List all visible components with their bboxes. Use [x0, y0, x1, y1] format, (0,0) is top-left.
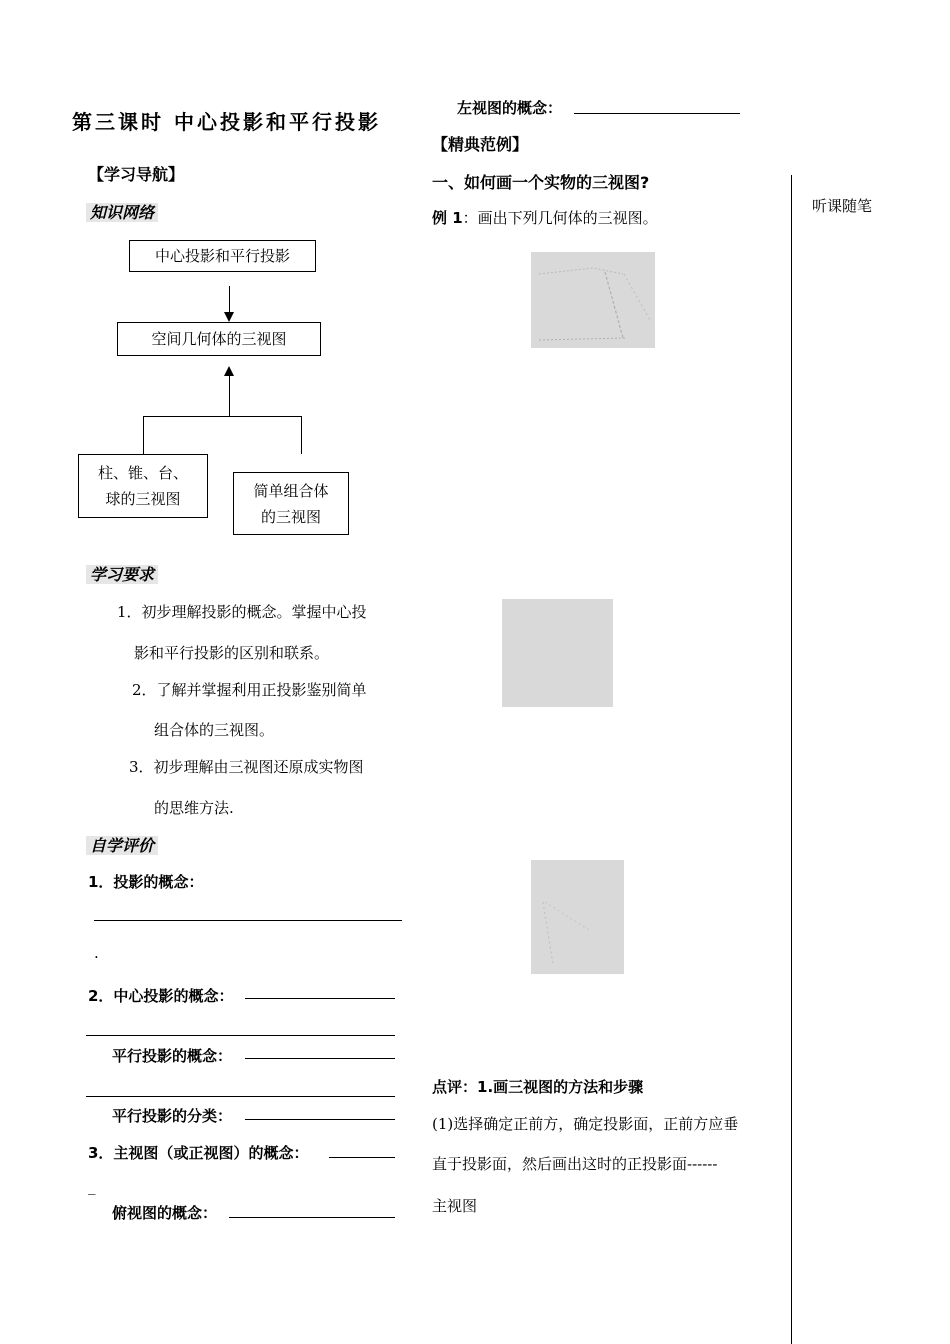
diagram-connector-left — [143, 416, 144, 454]
requirement-3-line-1: 3．初步理解由三视图还原成实物图 — [129, 758, 364, 776]
margin-divider — [791, 175, 792, 1344]
parallel-projection-classification-line[interactable] — [245, 1119, 395, 1120]
topic-1-heading: 一、如何画一个实物的三视图? — [432, 173, 650, 192]
arrow-down-icon — [224, 312, 234, 322]
diagram-box-three-views: 空间几何体的三视图 — [117, 322, 321, 356]
question-3-answer-line[interactable] — [329, 1157, 395, 1158]
parallel-projection-concept-line-b[interactable] — [86, 1096, 395, 1097]
question-2-label: 2．中心投影的概念： — [88, 987, 234, 1005]
diagram-arrow-up-line — [229, 374, 230, 416]
example-figure-2 — [502, 599, 613, 707]
example-1: 例 1：画出下列几何体的三视图。 — [432, 209, 658, 227]
requirement-2-line-2: 组合体的三视图。 — [154, 721, 275, 739]
question-1-label: 1．投影的概念： — [88, 873, 204, 891]
requirement-2-line-1: 2．了解并掌握利用正投影鉴别简单 — [132, 681, 367, 699]
requirement-1-line-2: 影和平行投影的区别和联系。 — [134, 644, 330, 662]
learning-requirements-heading: 学习要求 — [86, 562, 158, 585]
diagram-box-basic-solids: 柱、锥、台、 球的三视图 — [78, 454, 208, 518]
examples-heading: 【精典范例】 — [432, 135, 529, 154]
parallel-projection-classification-label: 平行投影的分类： — [112, 1107, 233, 1125]
question-3-label: 3．主视图（或正视图）的概念： — [88, 1144, 309, 1162]
comment-heading: 点评：1.画三视图的方法和步骤 — [432, 1078, 644, 1096]
side-view-concept-line[interactable] — [574, 113, 740, 114]
requirement-3-line-2: 的思维方法. — [154, 799, 234, 817]
knowledge-network-heading: 知识网络 — [86, 200, 158, 223]
top-view-concept-label: 俯视图的概念： — [112, 1204, 218, 1222]
example-figure-3 — [531, 860, 624, 974]
step-1-line-3: 主视图 — [432, 1197, 478, 1215]
diagram-box-composite-solids: 简单组合体 的三视图 — [233, 472, 349, 535]
lecture-notes-label: 听课随笔 — [812, 197, 873, 215]
top-view-concept-line[interactable] — [229, 1217, 395, 1218]
diagram-box-projection: 中心投影和平行投影 — [129, 240, 316, 272]
question-2-answer-line-a[interactable] — [245, 998, 395, 999]
question-3-dash: _ — [88, 1177, 96, 1195]
step-1-line-1: (1)选择确定正前方，确定投影面，正前方应垂 — [432, 1115, 739, 1133]
self-evaluation-heading: 自学评价 — [86, 833, 158, 856]
requirement-1-line-1: 1．初步理解投影的概念。掌握中心投 — [117, 603, 367, 621]
parallel-projection-concept-line-a[interactable] — [245, 1058, 395, 1059]
side-view-concept-label: 左视图的概念： — [457, 99, 563, 117]
step-1-line-2: 直于投影面，然后画出这时的正投影面------ — [432, 1155, 718, 1173]
diagram-connector-horizontal — [143, 416, 302, 417]
page-title: 第三课时 中心投影和平行投影 — [72, 110, 381, 134]
question-2-answer-line-b[interactable] — [86, 1035, 395, 1036]
parallel-projection-concept-label: 平行投影的概念： — [112, 1047, 233, 1065]
diagram-connector-right — [301, 416, 302, 454]
example-figure-1 — [531, 252, 655, 348]
question-1-period: . — [94, 944, 99, 962]
question-1-answer-line[interactable] — [94, 920, 402, 921]
study-nav-heading: 【学习导航】 — [88, 165, 185, 184]
